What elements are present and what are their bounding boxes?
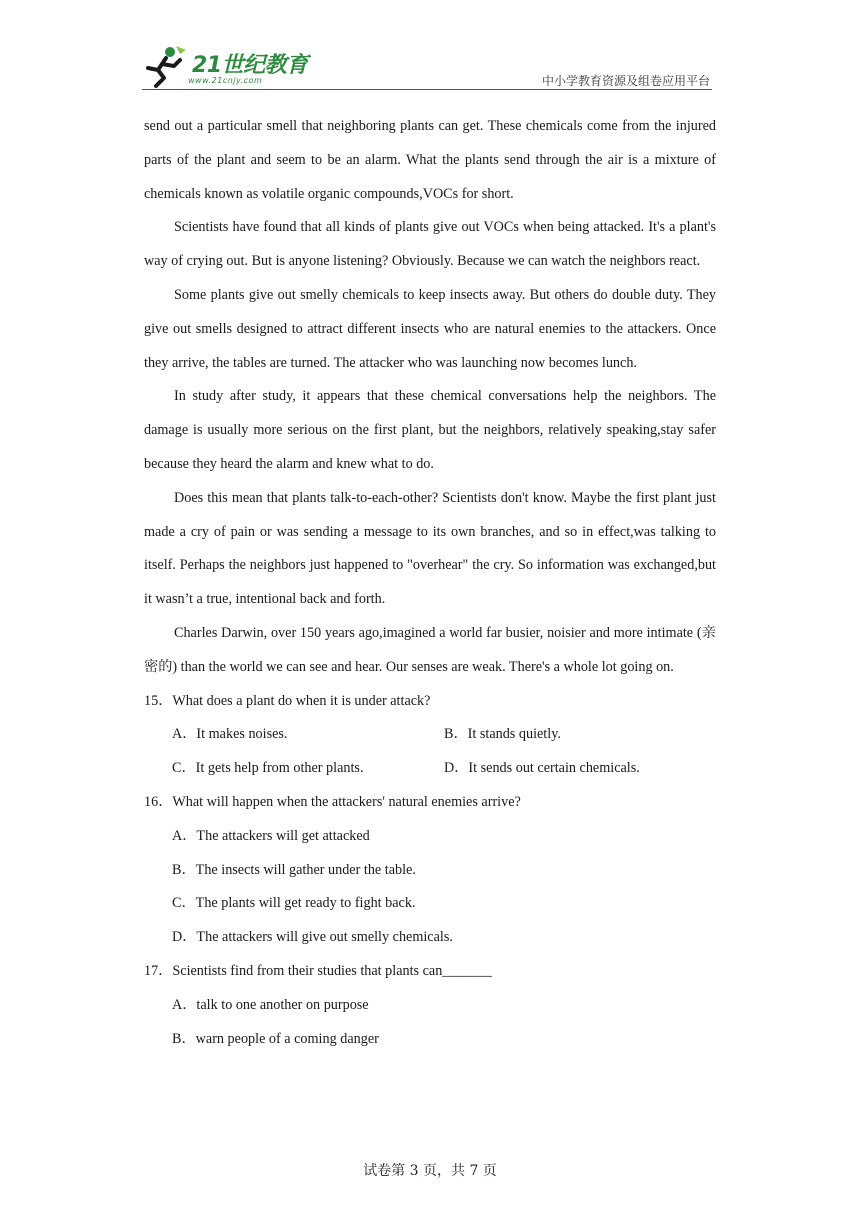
question-16-option-a: A．The attackers will get attacked [172, 827, 370, 844]
question-17-option-b: B．warn people of a coming danger [172, 1030, 379, 1047]
passage-paragraph-2: Scientists have found that all kinds of plants give out VOCs when being attacked. It's a plant's way of crying out. But is anyone listening? Obviously. Because we can watch the neighbors react. [144, 219, 716, 270]
question-15-option-d: D．It sends out certain chemicals. [444, 760, 640, 777]
question-16-option-b: B．The insects will gather under the table. [172, 861, 416, 878]
page-content [144, 110, 716, 1056]
question-15-option-b: B．It stands quietly. [444, 726, 561, 743]
passage-paragraph-6: Charles Darwin, over 150 years ago,imagined a world far busier, noisier and more intimate (亲密的) than the world we can see and hear. Our senses are weak. There's a whole lot going on. [144, 624, 716, 675]
passage-paragraph-4: In study after study, it appears that these chemical conversations help the neighbors. The damage is usually more serious on the first plant, but the neighbors, relatively speaking,stay safer because they heard the alarm and knew what to do. [144, 388, 716, 472]
question-15-option-c: C．It gets help from other plants. [172, 760, 364, 777]
logo-url: www.21cnjy.com [188, 76, 263, 85]
header-divider [142, 89, 712, 90]
logo-text: 21世纪教育 [192, 53, 308, 78]
runner-logo-icon [140, 44, 188, 90]
logo [140, 44, 310, 90]
question-15 [144, 685, 716, 786]
question-16-option-d: D．The attackers will give out smelly chemicals. [172, 929, 453, 946]
page-header [0, 0, 860, 100]
question-17-option-a: A．talk to one another on purpose [172, 996, 369, 1013]
question-16-stem: 16．What will happen when the attackers' natural enemies arrive? [144, 793, 521, 810]
question-15-option-a: A．It makes noises. [172, 726, 288, 743]
header-platform-text: 中小学教育资源及组卷应用平台 [541, 74, 710, 88]
question-16-option-c: C．The plants will get ready to fight back. [172, 895, 416, 912]
passage-paragraph-3: Some plants give out smelly chemicals to keep insects away. But others do double duty. They give out smells designed to attract different insects who are natural enemies to the attackers. Once they arrive, the tables are turned. The attacker who was launching now becomes lunch. [144, 286, 716, 371]
page-footer: 试卷第 3 页，共 7 页 [363, 1163, 497, 1179]
passage-paragraph-1: send out a particular smell that neighboring plants can get. These chemicals come from the injured parts of the plant and seem to be an alarm. What the plants send through the air is a mixture of chemicals known as volatile organic compounds,VOCs for short. [144, 118, 716, 202]
question-16 [144, 786, 716, 955]
passage-paragraph-5: Does this mean that plants talk-to-each-other? Scientists don't know. Maybe the first plant just made a cry of pain or was sending a message to its own branches, and so in effect,was talking to itself. Perhaps the neighbors just happened to "overhear" the cry. So information was exchanged,but it wasn’t a true, intentional back and forth. [144, 489, 716, 608]
question-17 [144, 955, 716, 1056]
question-15-stem: 15．What does a plant do when it is under attack? [144, 692, 431, 709]
question-17-stem: 17．Scientists find from their studies that plants can_______ [144, 962, 492, 979]
